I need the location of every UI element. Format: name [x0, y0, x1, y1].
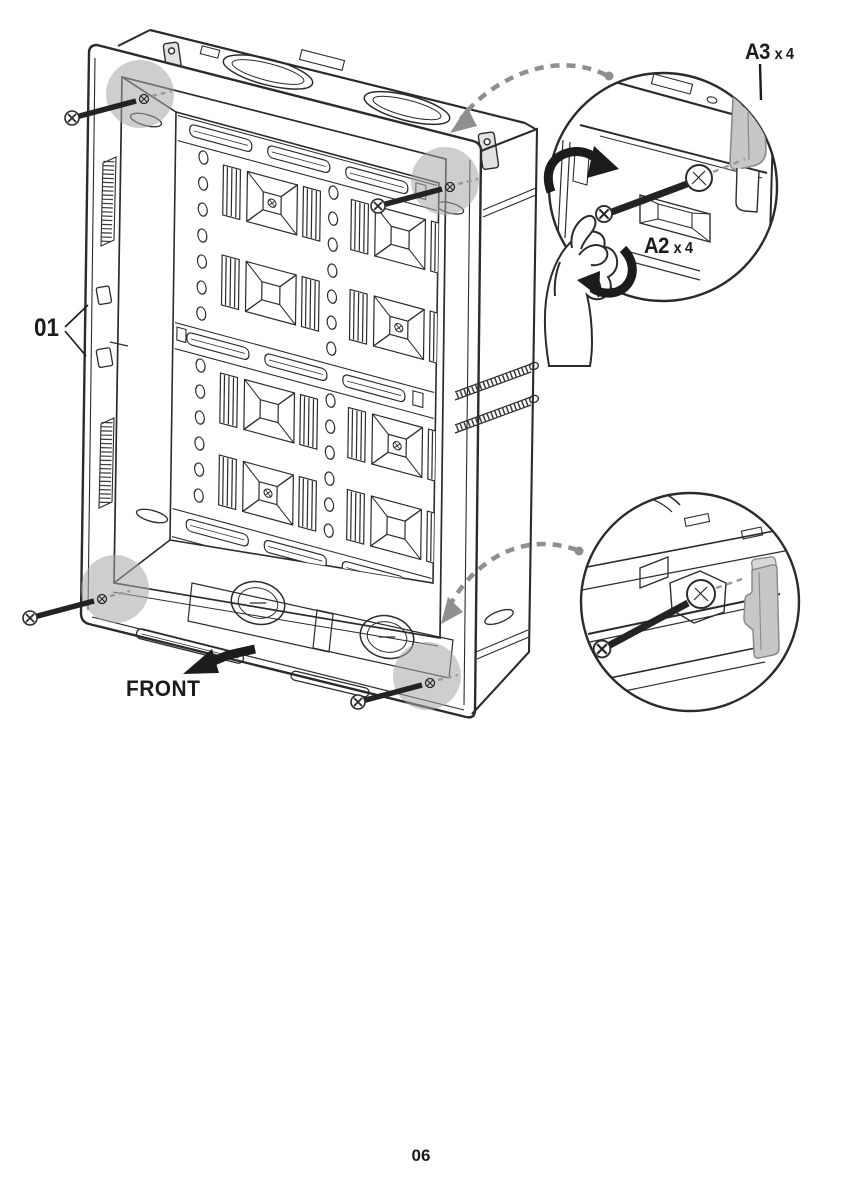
label-front: FRONT	[126, 676, 201, 701]
label-a2	[644, 233, 693, 259]
detail-callout-screw-hand	[545, 64, 790, 366]
a3-part-code: A3	[745, 39, 770, 64]
a3-leader-line	[760, 64, 761, 100]
page-number: 06	[411, 1146, 431, 1165]
a2-part-code: A2	[644, 233, 669, 258]
enclosure-frame-drawing	[81, 30, 539, 717]
a2-quantity: x 4	[673, 240, 693, 257]
detail-callout-screw-bottom	[578, 482, 799, 711]
label-frame-ref: 01	[34, 314, 60, 342]
highlight-circle-bottom-left	[81, 555, 149, 623]
a3-quantity: x 4	[774, 46, 794, 63]
label-a3	[745, 39, 794, 65]
